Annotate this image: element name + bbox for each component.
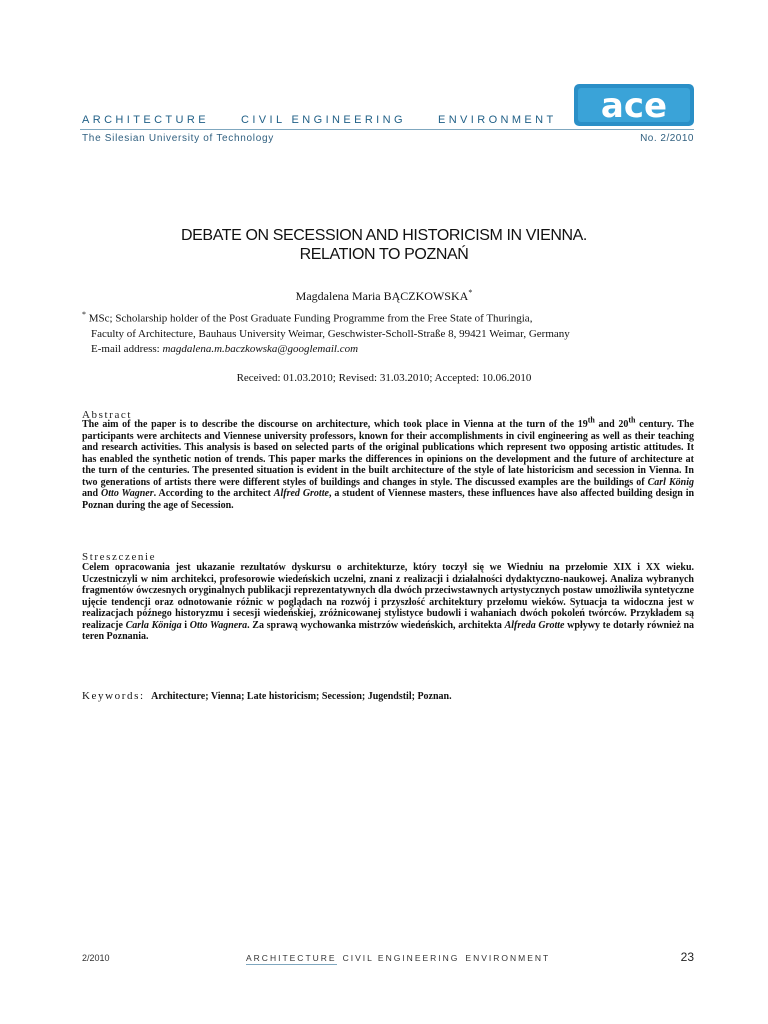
email-label: E-mail address: [91,342,160,355]
streszczenie-text-3: wpływy te dotarły również na teren Poznania. [82,619,695,642]
footer-issue: 2/2010 [82,953,110,963]
footer-band-civil-engineering: CIVIL ENGINEERING [342,953,460,963]
issue-number: No. 2/2010 [640,133,694,144]
band-architecture: ARCHITECTURE [82,114,209,126]
affiliation-line-1: MSc; Scholarship holder of the Post Graduate Funding Programme from the Free State of Thuringia, [88,312,533,325]
streszczenie-name-koniga: Carla Königa [125,619,182,631]
abstract-name-wagner: Otto Wagner [101,488,154,499]
abstract-name-grotte: Alfred Grotte [273,488,329,499]
author [100,288,668,304]
keywords-label: Keywords: [82,690,145,702]
footer-band-architecture: ARCHITECTURE [246,953,337,963]
journal-section-band [82,114,557,126]
streszczenie-text-1: Celem opracowania jest ukazanie rezultatów dyskursu o architekturze, który toczył się we Wiedniu na przełomie XIX i XX wieku. Uczestniczyli w nim architekci, profesorowie wiedeńskich uczelni, znani z realizacji i działalności dydaktyczno-naukowej. Analiza wybranych fragmentów ówczesnych oryginalnych publikacji reprezentatywnych dla dwóch przeciwstawnych artystycznych postaw umożliwiła syntetyczne ujęcie tendencji oraz odnotowanie różnic w poglądach na rozwój i przyszłość architektury przełomu wieków. Sytuacja ta widoczna jest w realizacjach późnego historyzmu i secesji wiedeńskiej, zróżnicowanej stylistyce budowli i wahaniach dwóch pokoleń twórców. Przykładem są realizacje [82,562,694,631]
band-civil-engineering: CIVIL ENGINEERING [240,114,406,126]
streszczenie-heading: Streszczenie [82,551,157,563]
university-name: The Silesian University of Technology [82,133,274,144]
streszczenie-and: i [181,619,190,631]
abstract-text-4: . According to the architect [153,488,274,499]
email-link[interactable]: magdalena.m.baczkowska@googlemail.com [162,342,359,355]
band-environment: ENVIRONMENT [437,114,557,126]
footer-band-environment: ENVIRONMENT [465,953,551,963]
keywords-value: Architecture; Vienna; Late historicism; Secession; Jugendstil; Poznan. [151,691,452,702]
affiliation-mark: * [82,310,86,319]
author-name: Magdalena Maria BĄCZKOWSKA [295,289,469,303]
streszczenie-body [82,562,694,643]
abstract-text-5: , a student of Viennese masters, these influences have also affected building design in Poznan during the age of Secession. [82,488,695,511]
abstract-sup-1: th [587,415,595,425]
affiliation [82,307,702,357]
page-number: 23 [680,950,694,964]
abstract-heading: Abstract [82,409,133,421]
author-mark: * [468,288,473,297]
abstract-and: and [82,488,102,499]
abstract-sup-2: th [628,415,636,425]
keywords [82,690,694,702]
abstract-name-konig: Carl König [647,476,694,488]
paper-title [100,226,668,264]
received-dates: Received: 01.03.2010; Revised: 31.03.2010; Accepted: 10.06.2010 [236,372,532,384]
journal-logo-icon [574,84,694,126]
title-line-2: RELATION TO POZNAŃ [299,246,469,263]
affiliation-line-2: Faculty of Architecture, Bauhaus University Weimar, Geschwister-Scholl-Straße 8, 99421 Weimar, Germany [91,327,570,340]
streszczenie-text-2: . Za sprawą wychowanka mistrzów wiedeńskich, architekta [247,619,505,631]
abstract-text-1: The aim of the paper is to describe the discourse on architecture, which took place in Vienna at the turn of the 19 [82,419,588,430]
footer-band [246,953,550,963]
abstract-text-3: century. The participants were architects and Viennese university professors, known for their accomplishments in civil engineering as well as their teaching and research activities. This analysis is based on selected parts of the original publications which represent two opposing artistic attitudes. It has enabled the synthetic notion of trends. This paper marks the differences in opinions on the development and the future of architecture at the turn of the centuries. The presented situation is evident in the built architecture of the style of late historicism and secession in Vienna. In two generations of artists there were different styles of buildings and changes in style. The discussed examples are the buildings of [82,419,694,488]
streszczenie-name-grotte: Alfreda Grotte [504,619,565,631]
abstract-text-2: and 20 [594,419,629,430]
streszczenie-name-wagnera: Otto Wagnera [189,619,248,631]
logo-text: ace [600,86,668,126]
title-line-1: DEBATE ON SECESSION AND HISTORICISM IN VIENNA. [181,227,587,244]
header-rule [80,129,694,130]
